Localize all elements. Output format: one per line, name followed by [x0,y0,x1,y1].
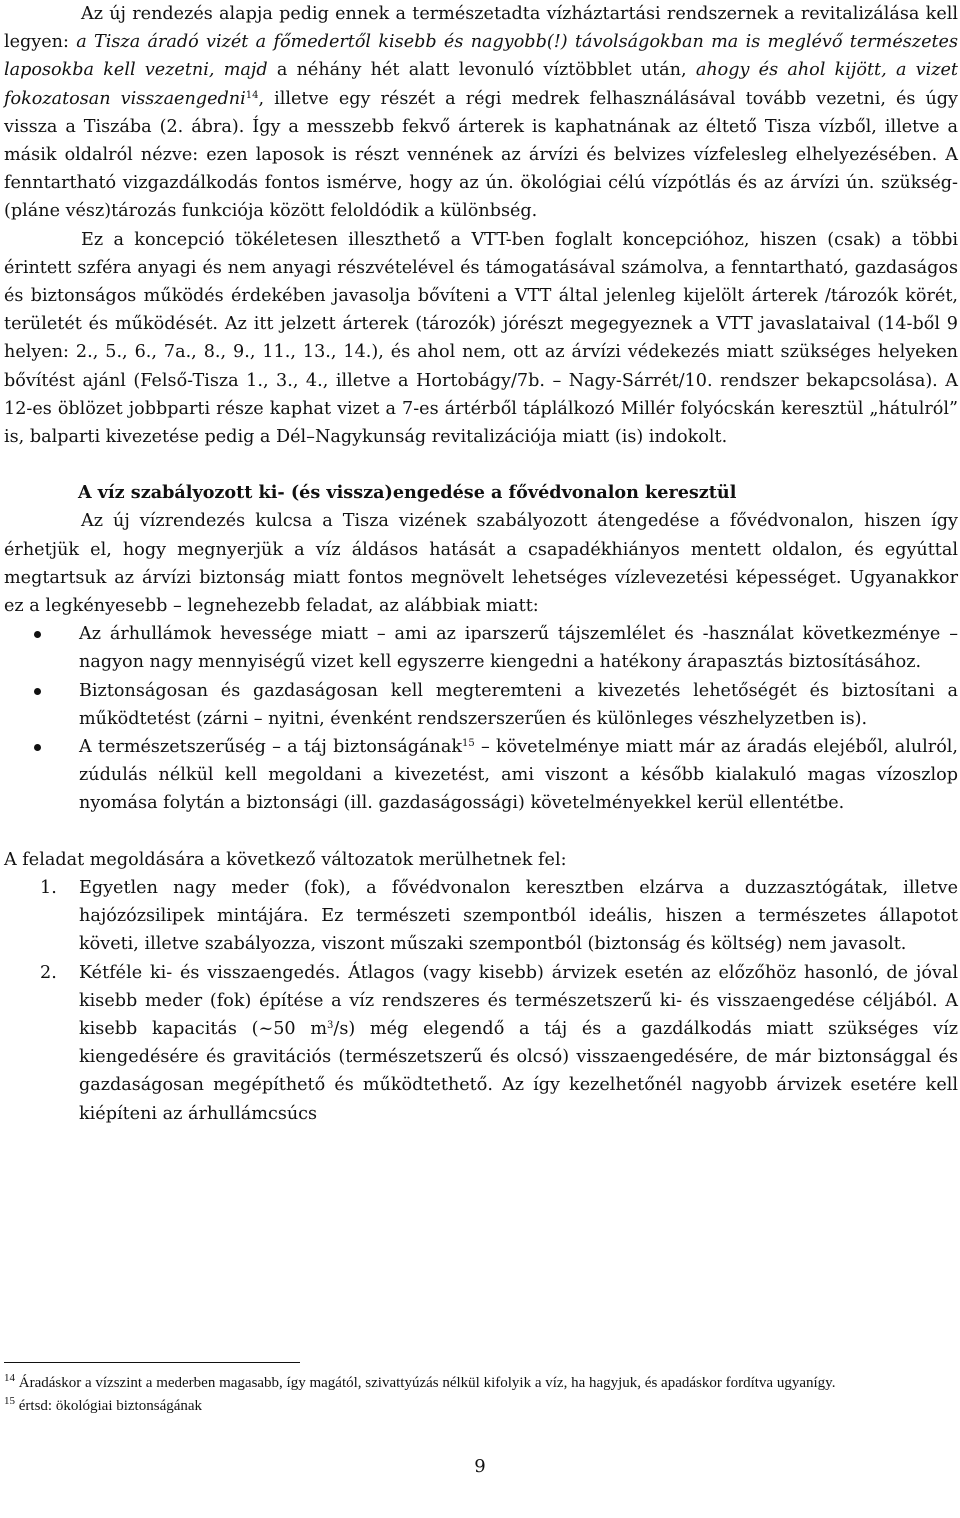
bullet-text: Az árhullámok hevessége miatt – ami az iparszerű tájszemlélet és -használat következménye – nagyon nagy mennyiségű vizet kell egyszerre kiengedni a hatékony árapasztás biztosításához. [79,624,958,673]
footnote-ref-15[interactable]: 15 [462,738,475,750]
bullet-icon [34,744,41,751]
variant-text-a: Kétféle ki- és visszaengedés. Átlagos (vagy kisebb) árvizek esetén az előzőhöz hasonló, de jóval kisebb meder (fok) építése a víz rendszeres és természetszerű ki- és visszaengedése céljából. A kisebb kapacitás (~50 m [79,962,958,1039]
paragraph-1-italic-d: ahogy és ahol kijött, a vizet fokozatosan visszaengedni [4,60,959,109]
paragraph-1-text-c: a néhány hét alatt levonuló víztöbblet után, [267,60,696,81]
paragraph-1-text-a: Az új rendezés alapja pedig ennek a természetadta vízháztartási rendszernek a revitalizálása kell legyen: [4,4,958,53]
paragraph-concept: Ez a koncepció tökéletesen illeszthető a VTT-ben foglalt koncepcióhoz, hiszen (csak) a többi érintett szféra anyagi és nem anyagi részvételével és támogatásával számolva, a fenntartható, gazdaságos és biztonságos működés érdekében javasolja bővíteni a VTT által jelenleg kijelölt árterek /tározók körét, területét és működését. Az itt jelzett árterek (tározók) jórészt megegyeznek a VTT javaslataival (14-ből 9 helyen: 2., 5., 6., 7a., 8., 9., 11., 13., 14.), és ahol nem, ott az árvízi védekezés miatt szükséges helyeken bővítést ajánl (Felső-Tisza 1., 3., 4., illetve a Hortobágy/7b. – Nagy-Sárrét/10. rendszer bekapcsolása). A 12-es öblözet jobbparti része kaphat vizet a 7-es ártérből táplálkozó Millér folyócskán keresztül „hátulról” is, balparti kivezetése pedig a Dél–Nagykunság revitalizációja miatt (is) indokolt. [4,229,958,448]
footnote-text: Áradáskor a vízszint a mederben magasabb, így magától, szivattyúzás nélkül kifolyik a víz, ha hagyjuk, és apadáskor fordítva ugyanígy. [15,1375,836,1391]
variant-number: 2. [40,962,57,983]
variant-item [4,874,958,959]
bullet-text: Biztonságosan és gazdaságosan kell megteremteni a kivezetés lehetőségét és biztosítani a működtetést (zárni – nyitni, évenként rendszerszerűen és különleges vészhelyzetben is). [79,680,958,729]
variants-list [4,874,958,1128]
footnote-mark: 15 [4,1395,15,1407]
footnote-ref-14[interactable]: 14 [245,89,259,101]
paragraph-1-italic-b: a Tisza áradó vizét a főmedertől kisebb és nagyobb(!) távolságokban ma is meglévő természetes laposokba kell vezetni, majd [4,32,958,81]
bullet-icon [34,631,41,638]
paragraph-revitalization [4,0,958,226]
page-number: 9 [474,1456,486,1477]
bullet-item [4,620,958,676]
variants-intro: A feladat megoldására a következő változatok merülhetnek fel: [4,849,567,870]
footnote-mark: 14 [4,1372,15,1384]
variant-item [4,959,958,1128]
footnotes [4,1372,958,1418]
bullet-text-b: – követelménye miatt már az áradás elejéből, alulról, zúdulás nélkül kell megoldani a kivezetést, ami viszont a később kialakuló magas vízoszlop nyomása folytán a biztonsági (ill. gazdaságossági) követelményekkel kerül ellentétbe. [79,737,959,814]
bullet-icon [34,688,41,695]
spacer [4,451,958,479]
variant-text: Egyetlen nagy meder (fok), a fővédvonalon keresztben elzárva a duzzasztógátak, illetve hajózózsilipek mintájára. Ez természeti szempontból ideális, hiszen a természetes állapotot követi, illetve szabályozza, viszont műszaki szempontból (biztonság és költség) nem javasolt. [79,877,958,955]
section-intro: Az új vízrendezés kulcsa a Tisza vizének szabályozott átengedése a fővédvonalon, hiszen így érhetjük el, hogy megnyerjük a víz áldásos hatását a csapadékhiányos mentett oldalon, és egyúttal megtartsuk az árvízi biztonság miatt fontos megnövelt lehetséges vízlevezetési képességet. Ugyanakkor ez a legkényesebb – legnehezebb feladat, az alábbiak miatt: [4,511,958,617]
footnote-text: értsd: ökológiai biztonságának [15,1398,203,1414]
footnote-14 [4,1372,958,1395]
body-text [4,0,958,1128]
bullet-text-a: A természetszerűség – a táj biztonságának [79,737,462,758]
paragraph-1-text-e: , illetve egy részét a régi medrek felhasználásával tovább vezetni, és úgy vissza a Tiszába (2. ábra). Így a messzebb fekvő árterek is kaphatnának az éltető Tisza vízből, illetve a másik oldalról nézve: ezen laposok is részt vennének az árvízi és belvizes vízfelesleg elhelyezésében. A fenntartható vizgazdálkodás fontos ismérve, hogy az ún. ökológiai célú vízpótlás és az árvízi ún. szükség- (pláne vész)tározás funkciója között feloldódik a különbség. [4,88,958,222]
bullet-item [4,733,958,818]
variant-text-b: /s) még elegendő a táj és a gazdálkodás miatt szükséges víz kiengedésére és gravitációs (természetszerű és olcsó) visszaengedésére, de már biztonsággal és gazdaságosan megépíthető és működtethető. Az így kezelhetőnél nagyobb árvizek esetére kell kiépíteni az árhullámcsúcs [79,1018,958,1124]
spacer [4,818,958,846]
section-heading: A víz szabályozott ki- (és vissza)engedése a fővédvonalon keresztül [78,482,737,504]
bullet-item [4,677,958,733]
variant-number: 1. [40,877,57,898]
footnote-separator [4,1362,300,1363]
bullet-list [4,620,958,817]
footnote-15 [4,1395,958,1418]
superscript-3: 3 [327,1019,334,1031]
